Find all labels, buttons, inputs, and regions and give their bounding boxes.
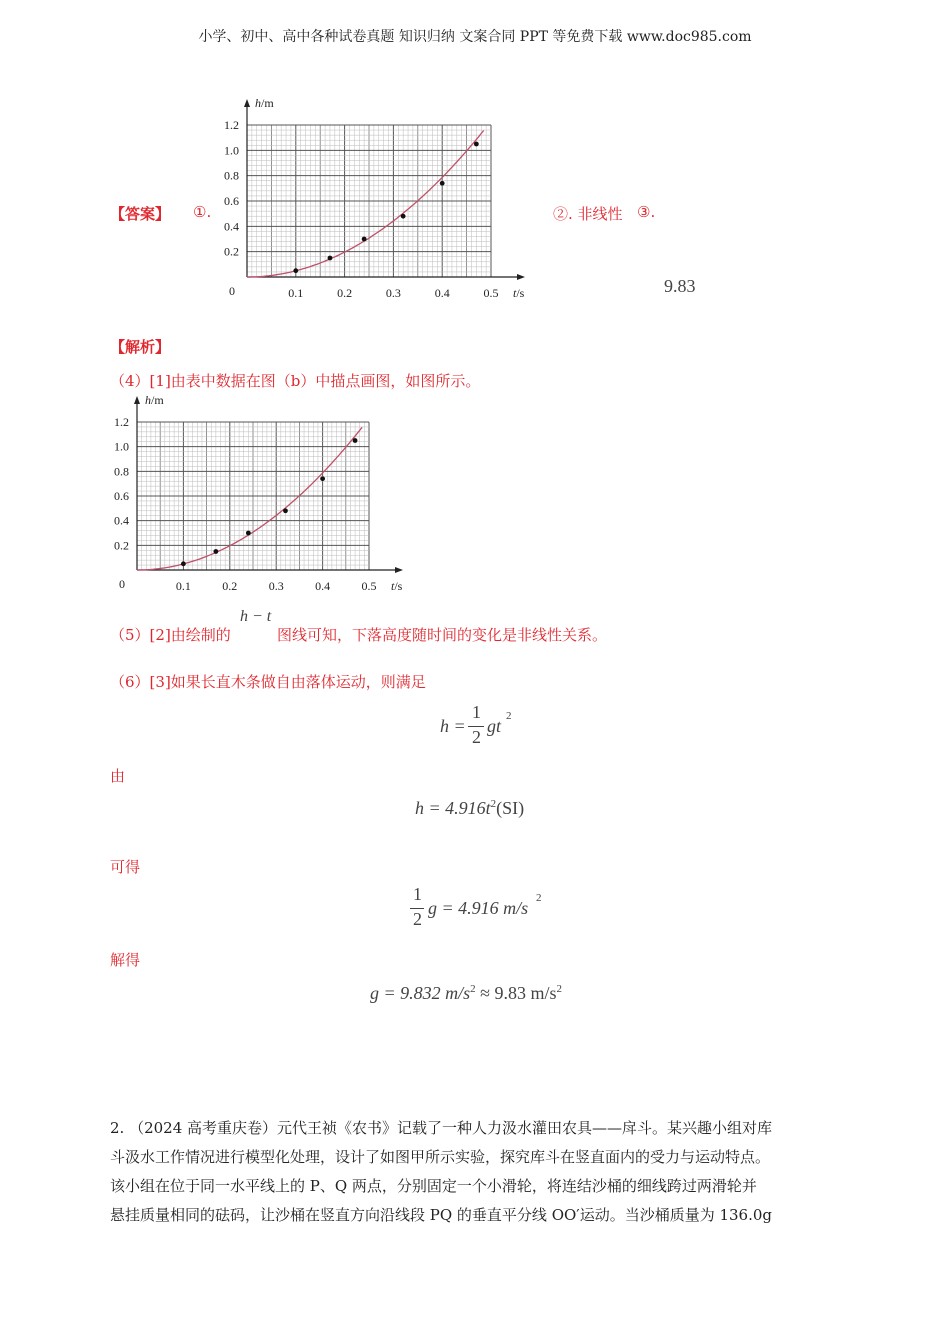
x-tick-label: 0.4: [434, 286, 450, 300]
data-point: [474, 142, 479, 147]
x-tick-label: 0.1: [175, 579, 191, 593]
data-point: [401, 214, 406, 219]
y-tick-label: 0.4: [224, 219, 239, 234]
problem-2-line-3: 该小组在位于同一水平线上的 P、Q 两点，分别固定一个小滑轮，将连结沙桶的细线跨过两滑轮并: [110, 1177, 757, 1195]
data-point: [246, 531, 251, 536]
x-tick-label: 0.3: [385, 286, 401, 300]
y-tick-label: 0.6: [224, 194, 239, 208]
data-point: [283, 508, 288, 513]
y-tick-label: 1.0: [224, 143, 239, 158]
data-point: [362, 237, 367, 242]
x-axis-label: t/s: [391, 579, 403, 593]
x-tick-label: 0.1: [288, 286, 304, 300]
problem-2-line-4: 悬挂质量相同的砝码，让沙桶在竖直方向沿线段 PQ 的垂直平分线 OO′运动。当沙桶质量为 136.0g: [110, 1206, 773, 1224]
origin-label: 0: [229, 284, 235, 298]
data-point: [181, 561, 186, 566]
origin-label: 0: [119, 577, 125, 591]
answer-chart: [215, 95, 535, 305]
y-axis-arrow: [244, 99, 250, 107]
answer-label: 【答案】: [110, 205, 171, 223]
analysis-step-5-pre: （5）[2]由绘制的: [110, 626, 231, 644]
analysis-chart: [100, 395, 420, 595]
equation-result: g = 9.832 $m/s^2 \approx 9.83$ $m/s^2$: [370, 983, 563, 1003]
x-axis-arrow: [517, 274, 525, 280]
data-point: [353, 438, 358, 443]
x-tick-label: 0.5: [361, 579, 377, 593]
y-tick-label: 1.0: [114, 439, 129, 454]
analysis-label: 【解析】: [110, 338, 171, 356]
analysis-step-4: （4）[1]由表中数据在图（b）中描点画图，如图所示。: [110, 372, 481, 390]
y-axis-arrow: [134, 396, 140, 404]
text-kede: 可得: [110, 858, 141, 876]
chart-grid: [247, 125, 491, 277]
analysis-step-6: （6）[3]如果长直木条做自由落体运动，则满足: [110, 673, 426, 691]
y-tick-label: 1.2: [224, 118, 239, 132]
x-tick-label: 0.2: [337, 286, 353, 300]
fit-curve: [247, 131, 484, 278]
text-you: 由: [110, 767, 126, 785]
y-tick-label: 0.2: [224, 244, 239, 259]
x-tick-label: 0.2: [222, 579, 238, 593]
analysis-step-5-post: 图线可知，下落高度随时间的变化是非线性关系。: [277, 626, 608, 644]
x-axis-label: t/s: [513, 286, 525, 300]
data-point: [328, 256, 333, 261]
x-tick-label: 0.3: [268, 579, 284, 593]
y-tick-label: 0.8: [224, 168, 239, 183]
x-axis-arrow: [395, 567, 403, 573]
analysis-step-5-symbol: h − t: [240, 608, 272, 625]
x-tick-label: 0.4: [315, 579, 331, 593]
fit-curve: [137, 427, 362, 570]
text-jiede: 解得: [110, 951, 141, 969]
problem-2-text: [110, 1114, 830, 1230]
problem-2-line-1: 2. （2024 高考重庆卷）元代王祯《农书》记载了一种人力汲水灌田农具——戽斗。某兴趣小组对库: [110, 1119, 773, 1137]
data-point: [293, 268, 298, 273]
answer-value-3: 9.83: [664, 276, 696, 296]
y-axis-label: h/m: [145, 395, 164, 407]
answer-blank-3: ③.: [637, 203, 656, 221]
x-tick-label: 0.5: [483, 286, 499, 300]
answer-blank-2: ②. 非线性: [553, 205, 623, 223]
chart-grid: [137, 422, 369, 570]
y-tick-label: 0.8: [114, 464, 129, 479]
equation-fit: $h = 4.916t^2(SI)$: [415, 798, 525, 818]
y-tick-label: 1.2: [114, 415, 129, 429]
y-tick-label: 0.2: [114, 538, 129, 553]
data-point: [440, 181, 445, 186]
problem-2-line-2: 斗汲水工作情况进行模型化处理，设计了如图甲所示实验，探究库斗在竖直面内的受力与运动特点。: [110, 1148, 771, 1166]
data-point: [320, 476, 325, 481]
y-tick-label: 0.6: [114, 489, 129, 503]
y-tick-label: 0.4: [114, 513, 129, 528]
page-header: 小学、初中、高中各种试卷真题 知识归纳 文案合同 PPT 等免费下载 www.doc985.com: [198, 29, 752, 45]
answer-blank-1: ①.: [193, 203, 212, 221]
y-axis-label: h/m: [255, 96, 274, 110]
data-point: [213, 549, 218, 554]
